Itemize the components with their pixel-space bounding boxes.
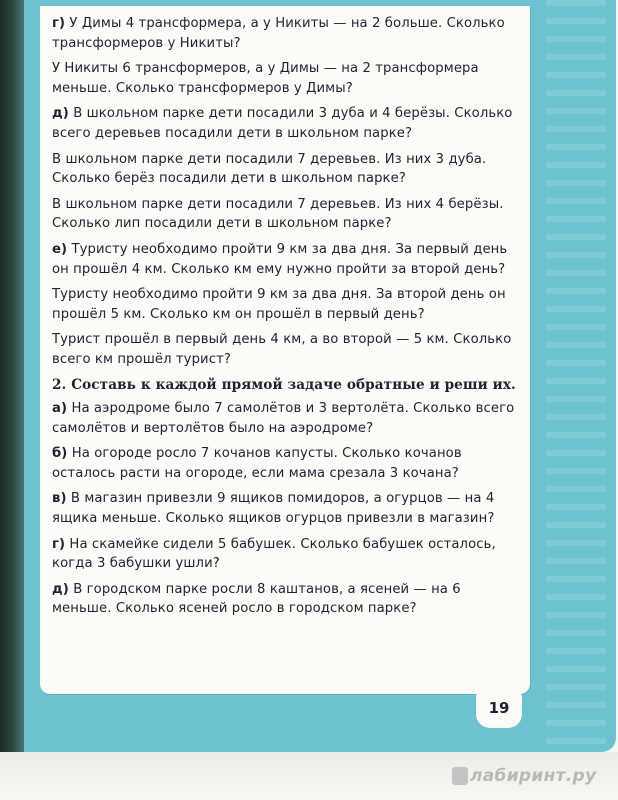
page-number: 19 (476, 688, 522, 728)
task-2-item-d: д) В городском парке росли 8 каштанов, а ясеней — на 6 меньше. Сколько ясеней росло в городском парке? (52, 581, 461, 617)
labirint-logo-icon (452, 767, 468, 785)
problem-d-direct: д) В школьном парке дети посадили 3 дуба и 4 берёзы. Сколько всего деревьев посадили дети в школьном парке? (52, 106, 513, 141)
problem-d-inverse-1: В школьном парке дети посадили 7 деревьев. Из них 3 дуба. Сколько берёз посадили дети в школьном парке? (52, 151, 487, 187)
problem-e-inverse-1: Туристу необходимо пройти 9 км за два дня. За второй день он прошёл 5 км. Сколько км он прошёл в первый день? (52, 287, 506, 322)
task-2-item-b: б) На огороде росло 7 кочанов капусты. Сколько кочанов осталось расти на огороде, если мама срезала 3 кочана? (52, 446, 462, 481)
task-2-item-g: г) На скамейке сидели 5 бабушек. Сколько бабушек осталось, когда 3 бабушки ушли? (52, 536, 496, 572)
task-2-item-v: в) В магазин привезли 9 ящиков помидоров, а огурцов — на 4 ящика меньше. Сколько ящиков огурцов привезли в магазин? (52, 491, 495, 527)
textbook-page (40, 6, 530, 694)
watermark: лабиринт.ру (470, 766, 597, 786)
problem-e-inverse-2: Турист прошёл в первый день 4 км, а во второй — 5 км. Сколько всего км прошёл турист? (52, 332, 512, 367)
problem-d-inverse-2: В школьном парке дети посадили 7 деревьев. Из них 4 берёзы. Сколько лип посадили дети в школьном парке? (52, 196, 504, 232)
page-content (52, 14, 522, 625)
task-2-item-a: а) На аэродроме было 7 самолётов и 3 вертолёта. Сколько всего самолётов и вертолётов было на аэродроме? (52, 401, 515, 436)
problem-g-inverse: У Никиты 6 трансформеров, а у Димы — на 2 трансформера меньше. Сколько трансформеров у Димы? (52, 61, 479, 96)
problem-g-direct: г) У Димы 4 трансформера, а у Никиты — на 2 больше. Сколько трансформеров у Никиты? (52, 16, 505, 51)
problem-e-direct: е) Туристу необходимо пройти 9 км за два дня. За первый день он прошёл 4 км. Сколько км ему нужно пройти за второй день? (52, 241, 508, 277)
task-2-heading: 2. Составь к каждой прямой задаче обратные и реши их. (52, 376, 516, 393)
